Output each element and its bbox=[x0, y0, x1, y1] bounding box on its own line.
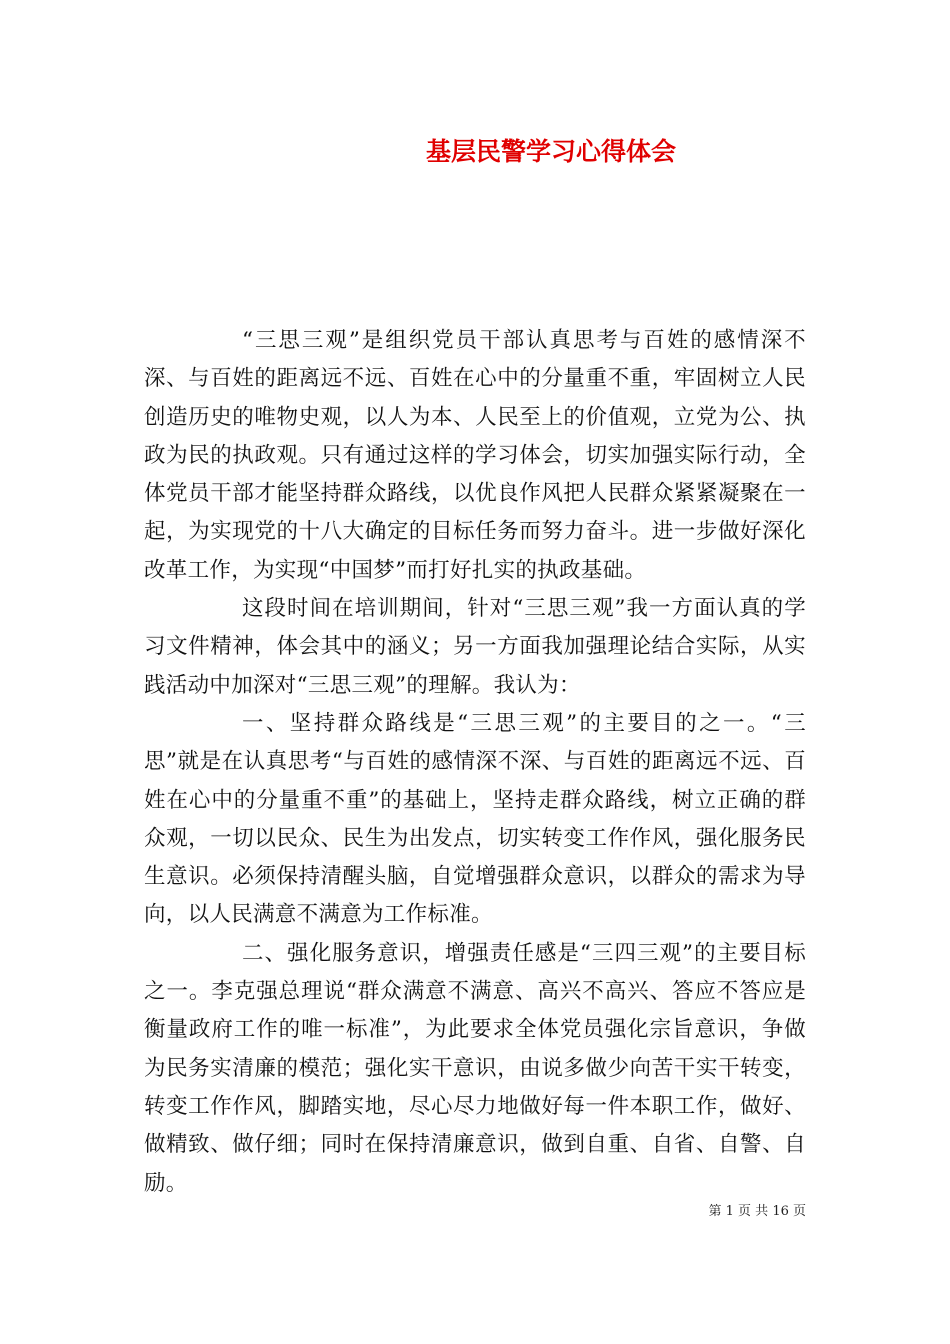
paragraph-4: 二、强化服务意识，增强责任感是“三四三观”的主要目标之一。李克强总理说“群众满意不满意、高兴不高兴、答应不答应是衡量政府工作的唯一标准”，为此要求全体党员强化宗旨意识，争做为民务实清廉的模范；强化实干意识，由说多做少向苦干实干转变，转变工作作风，脚踏实地，尽心尽力地做好每一件本职工作，做好、做精致、做仔细；同时在保持清廉意识，做到自重、自省、自警、自励。 bbox=[144, 940, 806, 1196]
paragraph-1: “三思三观”是组织党员干部认真思考与百姓的感情深不深、与百姓的距离远不远、百姓在心中的分量重不重，牢固树立人民创造历史的唯物史观，以人为本、人民至上的价值观，立党为公、执政为民的执政观。只有通过这样的学习体会，切实加强实际行动，全体党员干部才能坚持群众路线，以优良作风把人民群众紧紧凝聚在一起，为实现党的十八大确定的目标任务而努力奋斗。进一步做好深化改革工作，为实现“中国梦”而打好扎实的执政基础。 bbox=[144, 328, 806, 583]
page-number-footer: 第 1 页 共 16 页 bbox=[708, 1204, 806, 1219]
paragraph-3: 一、坚持群众路线是“三思三观”的主要目的之一。“三思”就是在认真思考“与百姓的感情深不深、与百姓的距离远不远、百姓在心中的分量重不重”的基础上，坚持走群众路线，树立正确的群众观，一切以民众、民生为出发点，切实转变工作作风，强化服务民生意识。必须保持清醒头脑，自觉增强群众意识，以群众的需求为导向，以人民满意不满意为工作标准。 bbox=[144, 710, 806, 928]
document-body bbox=[144, 322, 806, 1203]
document-title: 基层民警学习心得体会 bbox=[425, 137, 676, 166]
paragraph-2: 这段时间在培训期间，针对“三思三观”我一方面认真的学习文件精神，体会其中的涵义；另一方面我加强理论结合实际，从实践活动中加深对“三思三观”的理解。我认为： bbox=[144, 596, 806, 698]
